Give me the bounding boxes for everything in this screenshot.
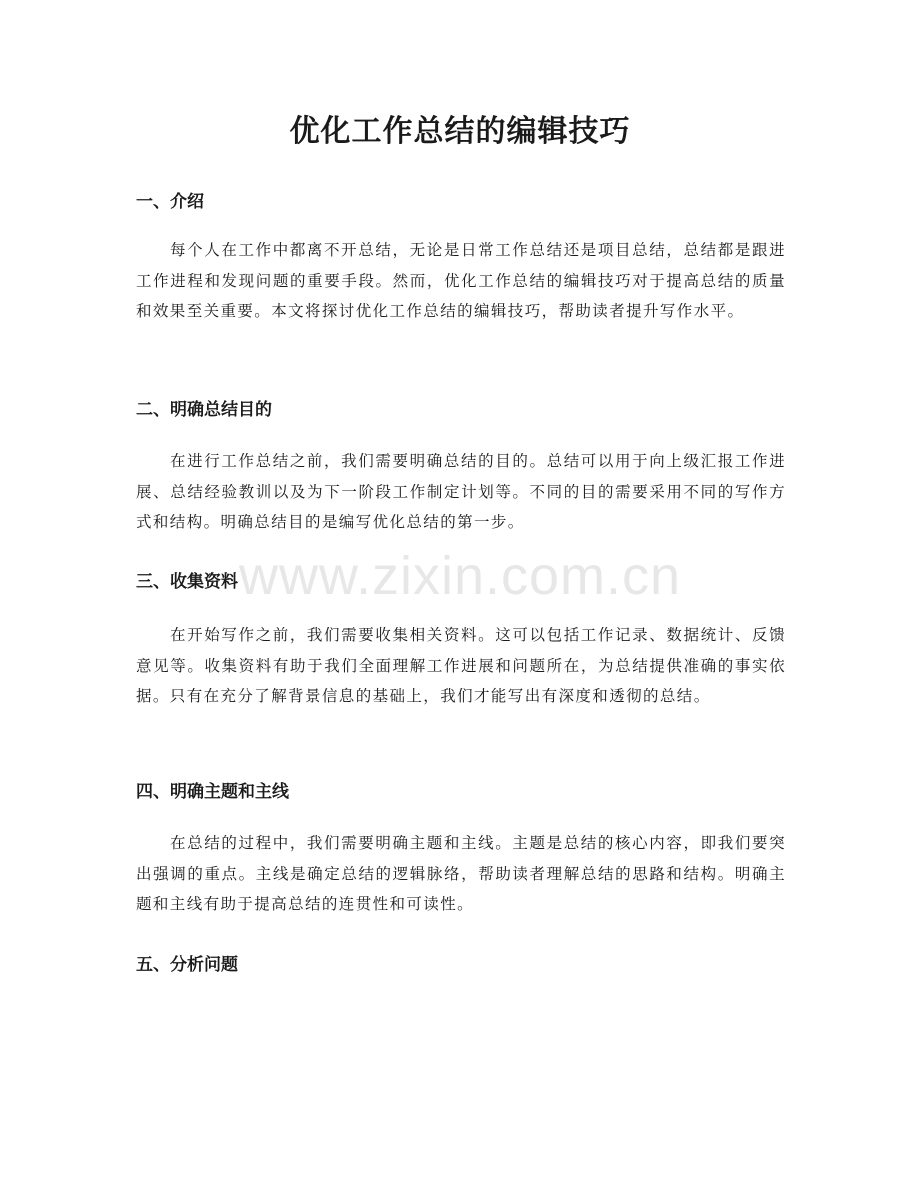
section-heading-collect: 三、收集资料 [136,572,238,592]
section-heading-purpose: 二、明确总结目的 [136,400,272,420]
section-heading-intro: 一、介绍 [136,192,204,212]
document-title: 优化工作总结的编辑技巧 [289,114,631,149]
section-heading-analysis: 五、分析问题 [136,955,238,975]
section-paragraph-intro: 每个人在工作中都离不开总结，无论是日常工作总结还是项目总结，总结都是跟进工作进程和发现问题的重要手段。然而，优化工作总结的编辑技巧对于提高总结的质量和效果至关重要。本文将探讨优化工作总结的编辑技巧，帮助读者提升写作水平。 [136,241,786,320]
section-heading-theme: 四、明确主题和主线 [136,782,289,802]
section-paragraph-collect: 在开始写作之前，我们需要收集相关资料。这可以包括工作记录、数据统计、反馈意见等。收集资料有助于我们全面理解工作进展和问题所在，为总结提供准确的事实依据。只有在充分了解背景信息的基础上，我们才能写出有深度和透彻的总结。 [136,626,786,705]
section-paragraph-theme: 在总结的过程中，我们需要明确主题和主线。主题是总结的核心内容，即我们要突出强调的重点。主线是确定总结的逻辑脉络，帮助读者理解总结的思路和结构。明确主题和主线有助于提高总结的连贯性和可读性。 [136,834,786,913]
watermark-text: www.zixin.com.cn [238,546,682,606]
section-paragraph-purpose: 在进行工作总结之前，我们需要明确总结的目的。总结可以用于向上级汇报工作进展、总结经验教训以及为下一阶段工作制定计划等。不同的目的需要采用不同的写作方式和结构。明确总结目的是编写优化总结的第一步。 [136,452,786,531]
